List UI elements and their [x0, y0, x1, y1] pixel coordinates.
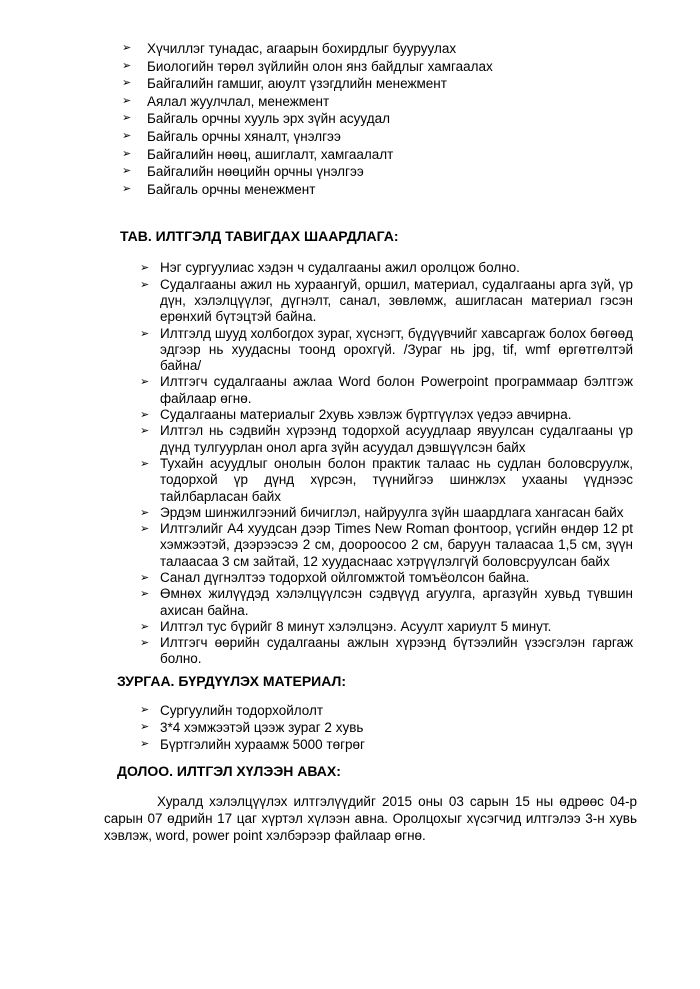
list-item — [140, 635, 633, 668]
list-item-text: Байгаль орчны хяналт, үнэлгээ — [147, 128, 341, 144]
list-item-text: Эрдэм шинжилгээний бичиглэл, найруулга зүйн шаардлага хангасан байх — [160, 504, 624, 520]
section-five-bullet-list — [140, 260, 633, 667]
section-six-heading: ЗУРГАА. БҮРДҮҮЛЭХ МАТЕРИАЛ: — [117, 672, 346, 689]
list-item-text: Байгаль орчны хууль эрх зүйн асуудал — [147, 111, 390, 127]
list-item-text: Нэг сургуулиас хэдэн ч судалгааны ажил оролцож болно. — [160, 260, 520, 276]
list-item — [122, 146, 633, 164]
arrow-bullet-icon: ➢ — [122, 182, 132, 195]
arrow-bullet-icon: ➢ — [140, 327, 150, 340]
list-item — [140, 423, 633, 456]
list-item — [140, 736, 633, 753]
arrow-bullet-icon: ➢ — [122, 112, 132, 125]
arrow-bullet-icon: ➢ — [140, 720, 150, 733]
arrow-bullet-icon: ➢ — [122, 129, 132, 142]
list-item — [122, 58, 633, 76]
arrow-bullet-icon: ➢ — [140, 457, 150, 470]
arrow-bullet-icon: ➢ — [122, 147, 132, 160]
list-item-text: Тухайн асуудлыг онолын болон практик талаас нь судлан боловсруулж, тодорхой үр дүнд хүрсэн, түүнийгээ шинжлэх ухааны үүднээс тайлбарласан байх — [160, 455, 633, 504]
arrow-bullet-icon: ➢ — [140, 571, 150, 584]
arrow-bullet-icon: ➢ — [140, 262, 150, 275]
arrow-bullet-icon: ➢ — [140, 703, 150, 716]
intro-bullet-list — [122, 40, 633, 198]
list-item — [122, 163, 633, 181]
list-item — [122, 110, 633, 128]
list-item-text: Илтгэл нь сэдвийн хүрээнд тодорхой асуудлаар явуулсан судалгааны үр дүнд тулгуурлан онол арга зүйн асуудал дэвшүүлсэн байх — [160, 423, 633, 455]
list-item — [140, 521, 633, 570]
list-item-text: 3*4 хэмжээтэй цээж зураг 2 хувь — [160, 719, 364, 735]
list-item-text: Санал дүгнэлтээ тодорхой ойлгомжтой томъёолсон байна. — [160, 569, 530, 585]
arrow-bullet-icon: ➢ — [140, 588, 150, 601]
arrow-bullet-icon: ➢ — [140, 523, 150, 536]
section-five-heading: ТАВ. ИЛТГЭЛД ТАВИГДАХ ШААРДЛАГА: — [120, 228, 399, 245]
arrow-bullet-icon: ➢ — [140, 409, 150, 422]
arrow-bullet-icon: ➢ — [122, 94, 132, 107]
list-item — [140, 586, 633, 619]
arrow-bullet-icon: ➢ — [122, 42, 132, 54]
list-item-text: Байгалийн нөөц, ашиглалт, хамгаалалт — [147, 146, 394, 162]
list-item — [122, 40, 633, 58]
arrow-bullet-icon: ➢ — [140, 506, 150, 519]
list-item-text: Илтгэл тус бүрийг 8 минут хэлэлцэнэ. Асуулт хариулт 5 минут. — [160, 618, 552, 634]
list-item — [140, 505, 633, 521]
list-item-text: Судалгааны материалыг 2хувь хэвлэж бүртгүүлэх үедээ авчирна. — [160, 407, 572, 423]
arrow-bullet-icon: ➢ — [122, 165, 132, 178]
list-item — [140, 456, 633, 505]
list-item-text: Аялал жуулчлал, менежмент — [147, 93, 330, 109]
arrow-bullet-icon: ➢ — [140, 376, 150, 389]
arrow-bullet-icon: ➢ — [140, 737, 150, 750]
list-item-text: Байгалийн нөөцийн орчны үнэлгээ — [147, 164, 364, 180]
list-item-text: Өмнөх жилүүдэд хэлэлцүүлсэн сэдвүүд агуулга, аргазүйн хувьд түвшин ахисан байна. — [160, 586, 633, 618]
list-item-text: Илтгэгч өөрийн судалгааны ажлын хүрээнд бүтээлийн үзэсгэлэн гаргаж болно. — [160, 635, 633, 667]
list-item — [140, 277, 633, 326]
arrow-bullet-icon: ➢ — [140, 637, 150, 650]
arrow-bullet-icon: ➢ — [140, 425, 150, 438]
section-seven-heading: ДОЛОО. ИЛТГЭЛ ХҮЛЭЭН АВАХ: — [117, 762, 341, 779]
list-item-text: Илтгэлд шууд холбогдох зураг, хүснэгт, бүдүүвчийг хавсаргаж болох бөгөөд эдгээр нь хуудасны тоонд орохгүй. /Зураг нь jpg, tif, wmf өргөтгөлтэй байна/ — [160, 325, 633, 374]
list-item-text: Байгалийн гамшиг, аюулт үзэгдлийн менежмент — [147, 76, 447, 92]
list-item — [140, 570, 633, 586]
list-item — [140, 260, 633, 276]
list-item — [140, 719, 633, 736]
list-item — [140, 326, 633, 375]
list-item-text: Судалгааны ажил нь хураангуй, оршил, материал, судалгааны арга зүй, үр дүн, хэлэлцүүлэг, дүгнэлт, санал, зөвлөмж, ашигласан материал гэсэн ерөнхий бүтэцтэй байна. — [160, 276, 633, 325]
list-item — [122, 181, 633, 199]
list-item-text: Биологийн төрөл зүйлийн олон янз байдлыг хамгаалах — [147, 58, 493, 74]
list-item-text: Илтгэгч судалгааны ажлаа Word болон Powerpoint программаар бэлтгэж файлаар өгнө. — [160, 374, 633, 406]
list-item-text: Сургуулийн тодорхойлолт — [160, 702, 324, 718]
arrow-bullet-icon: ➢ — [140, 620, 150, 633]
arrow-bullet-icon: ➢ — [122, 77, 132, 90]
section-six-bullet-list — [140, 702, 633, 753]
list-item — [122, 128, 633, 146]
list-item — [122, 93, 633, 111]
list-item — [140, 619, 633, 635]
list-item — [122, 75, 633, 93]
list-item — [140, 702, 633, 719]
arrow-bullet-icon: ➢ — [140, 278, 150, 291]
list-item-text: Хүчиллэг тунадас, агаарын бохирдлыг бууруулах — [147, 41, 457, 56]
list-item-text: Илтгэлийг А4 хуудсан дээр Times New Roman фонтоор, үсгийн өндөр 12 pt хэмжээтэй, дээрээсээ 2 см, доороосоо 2 см, баруун талаасаа 1,5 см, зүүн талаасаа 3 см зайтай, 12 хуудаснаас хэтрүүлэлгүй боловсруулсан байх — [160, 521, 633, 569]
arrow-bullet-icon: ➢ — [122, 59, 132, 72]
list-item-text: Бүртгэлийн хураамж 5000 төгрөг — [160, 736, 365, 752]
submission-paragraph: Хуралд хэлэлцүүлэх илтгэлүүдийг 2015 оны 03 сарын 15 ны өдрөөс 04-р сарын 07 өдрийн 17 цаг хүртэл хүлээн авна. Оролцохыг хүсэгчид илтгэлээ 3-н хувь хэвлэж, word, power point хэлбэрээр файлаар өгнө. — [104, 793, 637, 843]
list-item — [140, 374, 633, 407]
list-item — [140, 407, 633, 423]
list-item-text: Байгаль орчны менежмент — [147, 181, 316, 197]
